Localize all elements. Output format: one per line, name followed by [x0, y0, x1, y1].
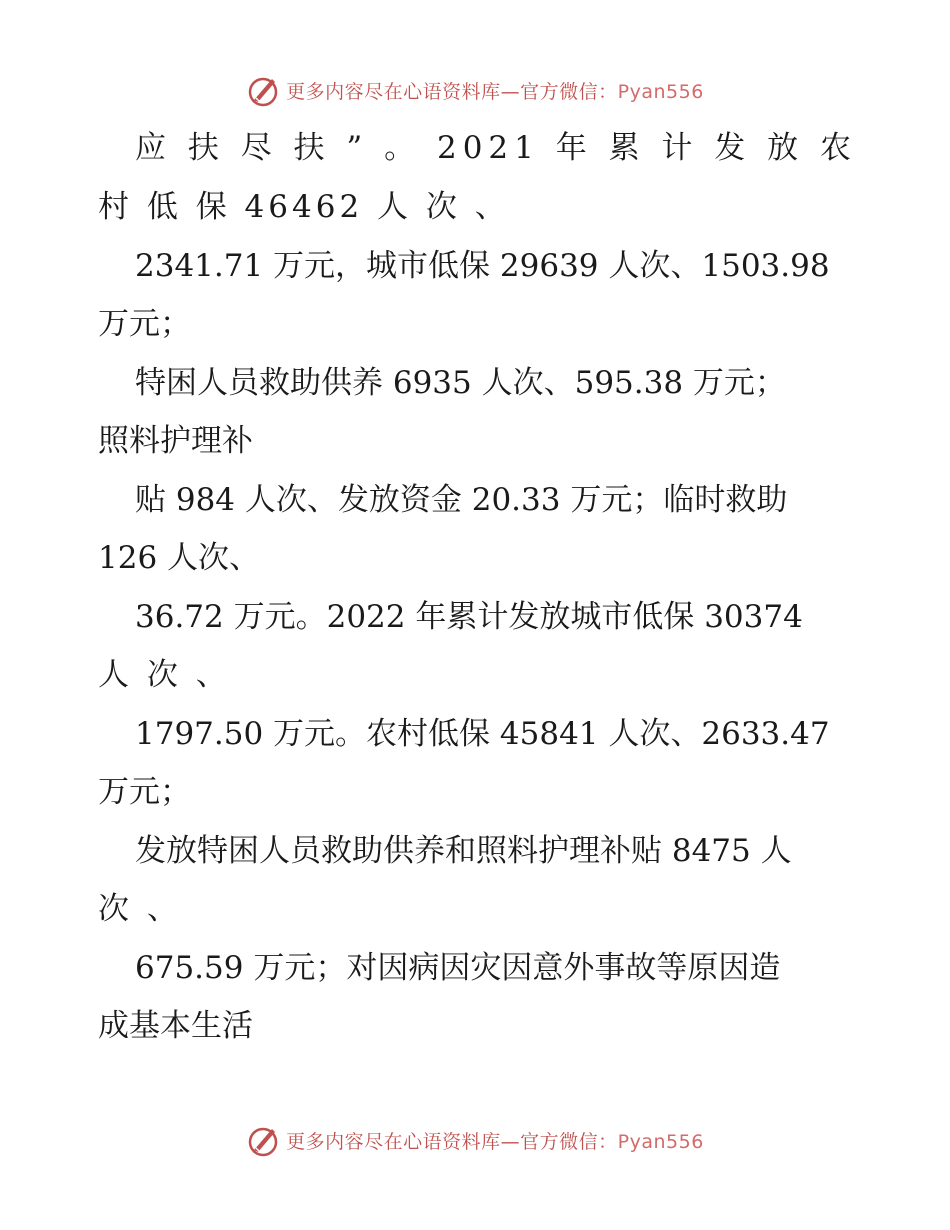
body-line-4: 万元；	[98, 306, 191, 342]
body-line-9: 36.72 万元。2022 年累计发放城市低保 30374	[135, 599, 803, 635]
watermark-prefix: 更多内容尽在心语资料库—官方微信：	[286, 1130, 618, 1153]
watermark-wechat-id: Pyan556	[617, 1130, 704, 1153]
body-line-11: 1797.50 万元。农村低保 45841 人次、2633.47	[135, 716, 830, 752]
body-line-13: 发放特困人员救助供养和照料护理补贴 8475 人	[135, 833, 792, 869]
body-line-14: 次 、	[98, 891, 182, 927]
body-line-10: 人 次 、	[98, 657, 231, 693]
body-line-16: 成基本生活	[98, 1008, 253, 1044]
quill-logo-icon	[246, 1123, 280, 1157]
header-watermark	[0, 72, 950, 108]
footer-watermark	[0, 1122, 950, 1158]
body-line-15: 675.59 万元；对因病因灾因意外事故等原因造	[135, 950, 781, 986]
watermark-wechat-id: Pyan556	[617, 80, 704, 103]
body-line-8: 126 人次、	[98, 540, 261, 576]
body-line-5: 特困人员救助供养 6935 人次、595.38 万元；	[135, 365, 786, 401]
watermark-prefix: 更多内容尽在心语资料库—官方微信：	[286, 80, 618, 103]
watermark-text	[286, 77, 704, 104]
body-line-3: 2341.71 万元，城市低保 29639 人次、1503.98	[135, 248, 830, 284]
quill-logo-icon	[246, 73, 280, 107]
body-line-12: 万元；	[98, 774, 191, 810]
body-line-2: 村 低 保 46462 人 次 、	[98, 189, 510, 225]
body-line-6: 照料护理补	[98, 423, 253, 459]
watermark-text	[286, 1127, 704, 1154]
body-line-7: 贴 984 人次、发放资金 20.33 万元；临时救助	[135, 482, 788, 518]
body-line-1: 应 扶 尽 扶 ” 。 2021 年 累 计 发 放 农	[135, 130, 857, 166]
